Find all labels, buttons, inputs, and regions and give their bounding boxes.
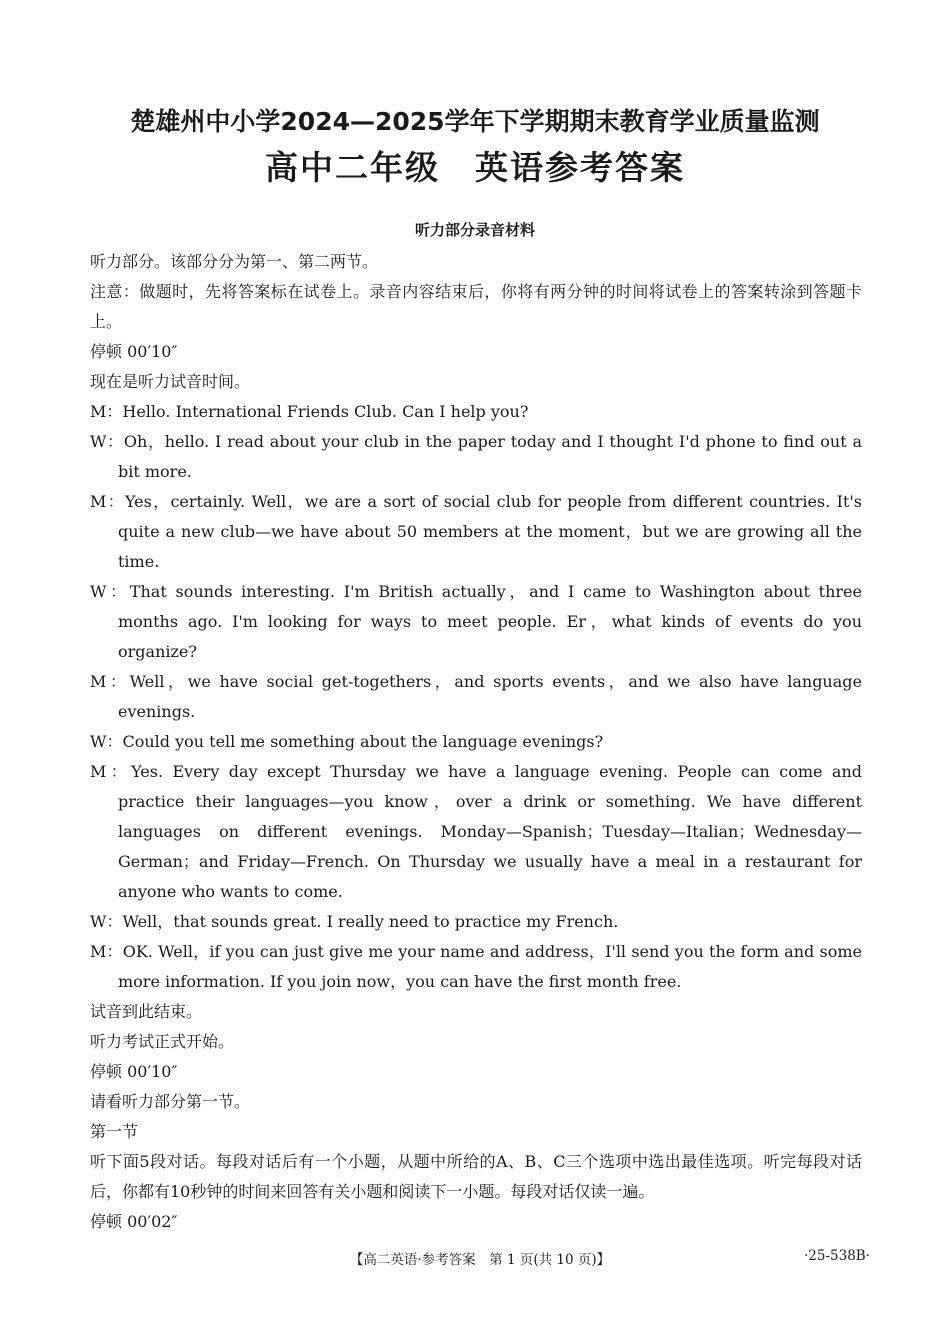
page-number-label: 【高二英语·参考答案 第 1 页(共 10 页)】: [349, 1252, 611, 1268]
transcript-body: [90, 247, 862, 1237]
instruction-line: 停顿 00′02″: [90, 1212, 178, 1231]
document-subtitle: 高中二年级 英语参考答案: [265, 148, 685, 187]
dialogue-line: M：OK. Well，if you can just give me your name and address，I'll send you the form and some more information. If you join now，you can have the first month free.: [90, 942, 862, 991]
instruction-line: 注意：做题时，先将答案标在试卷上。录音内容结束后，你将有两分钟的时间将试卷上的答案转涂到答题卡上。: [90, 282, 862, 331]
instruction-line: 听力考试正式开始。: [90, 1032, 235, 1051]
instruction-line: 停顿 00′10″: [90, 342, 178, 361]
dialogue-line: W：Well，that sounds great. I really need to practice my French.: [90, 912, 619, 931]
dialogue-line: M：Yes，certainly. Well，we are a sort of social club for people from different countries. It's quite a new club—we have about 50 members at the moment，but we are growing all the time.: [90, 492, 862, 571]
document-title: 楚雄州中小学2024—2025学年下学期期末教育学业质量监测: [130, 107, 820, 136]
dialogue-line: M：Well，we have social get-togethers，and sports events，and we also have language evenings.: [90, 672, 862, 721]
instruction-line: 听下面5段对话。每段对话后有一个小题，从题中所给的A、B、C三个选项中选出最佳选项。听完每段对话后，你都有10秒钟的时间来回答有关小题和阅读下一小题。每段对话仅读一遍。: [90, 1152, 862, 1201]
dialogue-line: M：Yes. Every day except Thursday we have a language evening. People can come and practice their languages—you know，over a drink or something. We have different languages on different evenings. Monday—Spanish；Tuesday—Italian；Wednesday—German；and Friday—French. On Thursday we usually have a meal in a restaurant for anyone who wants to come.: [90, 762, 862, 901]
instruction-line: 第一节: [90, 1122, 139, 1141]
dialogue-line: W：Could you tell me something about the language evenings?: [90, 732, 604, 751]
dialogue-line: M：Hello. International Friends Club. Can I help you?: [90, 402, 529, 421]
section-heading: 听力部分录音材料: [414, 221, 535, 239]
dialogue-line: W：That sounds interesting. I'm British actually，and I came to Washington about three months ago. I'm looking for ways to meet people. Er，what kinds of events do you organize?: [90, 582, 862, 661]
instruction-line: 停顿 00′10″: [90, 1062, 178, 1081]
instruction-line: 请看听力部分第一节。: [90, 1092, 251, 1111]
instruction-line: 听力部分。该部分分为第一、第二两节。: [90, 252, 379, 271]
exam-code: ·25-538B·: [803, 1248, 870, 1264]
instruction-line: 试音到此结束。: [90, 1002, 203, 1021]
instruction-line: 现在是听力试音时间。: [90, 372, 251, 391]
dialogue-line: W：Oh，hello. I read about your club in the paper today and I thought I'd phone to find out a bit more.: [90, 432, 862, 481]
